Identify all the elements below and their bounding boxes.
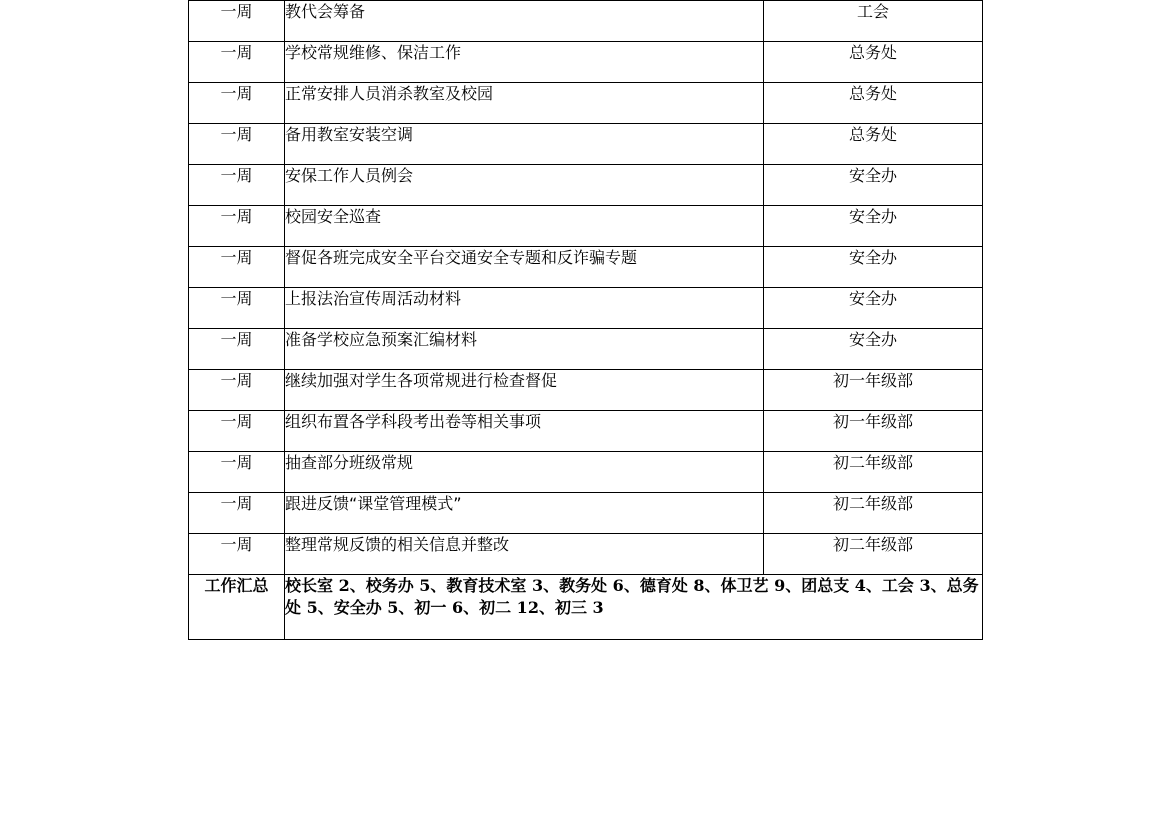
time-cell: 一周 (189, 206, 285, 247)
table-row (189, 1, 983, 42)
department-cell: 安全办 (764, 247, 983, 288)
task-cell: 校园安全巡查 (285, 206, 764, 247)
time-cell: 一周 (189, 83, 285, 124)
table-row (189, 288, 983, 329)
task-cell: 抽查部分班级常规 (285, 452, 764, 493)
task-cell: 教代会筹备 (285, 1, 764, 42)
summary-text: 校长室 2、校务办 5、教育技术室 3、教务处 6、德育处 8、体卫艺 9、团总支 4、工会 3、总务处 5、安全办 5、初一 6、初二 12、初三 3 (285, 575, 983, 640)
table-row (189, 165, 983, 206)
work-schedule-table (188, 0, 983, 640)
time-cell: 一周 (189, 124, 285, 165)
time-cell: 一周 (189, 247, 285, 288)
task-cell: 整理常规反馈的相关信息并整改 (285, 534, 764, 575)
table-row (189, 534, 983, 575)
table-row (189, 206, 983, 247)
time-cell: 一周 (189, 288, 285, 329)
table-row (189, 124, 983, 165)
department-cell: 工会 (764, 1, 983, 42)
time-cell: 一周 (189, 165, 285, 206)
task-cell: 安保工作人员例会 (285, 165, 764, 206)
department-cell: 安全办 (764, 206, 983, 247)
time-cell: 一周 (189, 370, 285, 411)
time-cell: 一周 (189, 452, 285, 493)
task-cell: 督促各班完成安全平台交通安全专题和反诈骗专题 (285, 247, 764, 288)
department-cell: 初二年级部 (764, 452, 983, 493)
task-cell: 组织布置各学科段考出卷等相关事项 (285, 411, 764, 452)
time-cell: 一周 (189, 1, 285, 42)
time-cell: 一周 (189, 493, 285, 534)
table-row (189, 493, 983, 534)
time-cell: 一周 (189, 411, 285, 452)
summary-row (189, 575, 983, 640)
table-row (189, 83, 983, 124)
department-cell: 安全办 (764, 329, 983, 370)
department-cell: 总务处 (764, 42, 983, 83)
table-row (189, 247, 983, 288)
task-cell: 备用教室安装空调 (285, 124, 764, 165)
task-cell: 准备学校应急预案汇编材料 (285, 329, 764, 370)
table-row (189, 411, 983, 452)
task-cell: 继续加强对学生各项常规进行检查督促 (285, 370, 764, 411)
table-row (189, 42, 983, 83)
time-cell: 一周 (189, 329, 285, 370)
summary-label: 工作汇总 (189, 575, 285, 640)
task-cell: 跟进反馈“课堂管理模式” (285, 493, 764, 534)
department-cell: 安全办 (764, 165, 983, 206)
department-cell: 初二年级部 (764, 534, 983, 575)
time-cell: 一周 (189, 534, 285, 575)
schedule-body (189, 1, 983, 640)
department-cell: 总务处 (764, 83, 983, 124)
department-cell: 初二年级部 (764, 493, 983, 534)
department-cell: 总务处 (764, 124, 983, 165)
table-row (189, 452, 983, 493)
time-cell: 一周 (189, 42, 285, 83)
table-row (189, 370, 983, 411)
department-cell: 初一年级部 (764, 411, 983, 452)
task-cell: 学校常规维修、保洁工作 (285, 42, 764, 83)
table-row (189, 329, 983, 370)
task-cell: 正常安排人员消杀教室及校园 (285, 83, 764, 124)
department-cell: 安全办 (764, 288, 983, 329)
task-cell: 上报法治宣传周活动材料 (285, 288, 764, 329)
department-cell: 初一年级部 (764, 370, 983, 411)
